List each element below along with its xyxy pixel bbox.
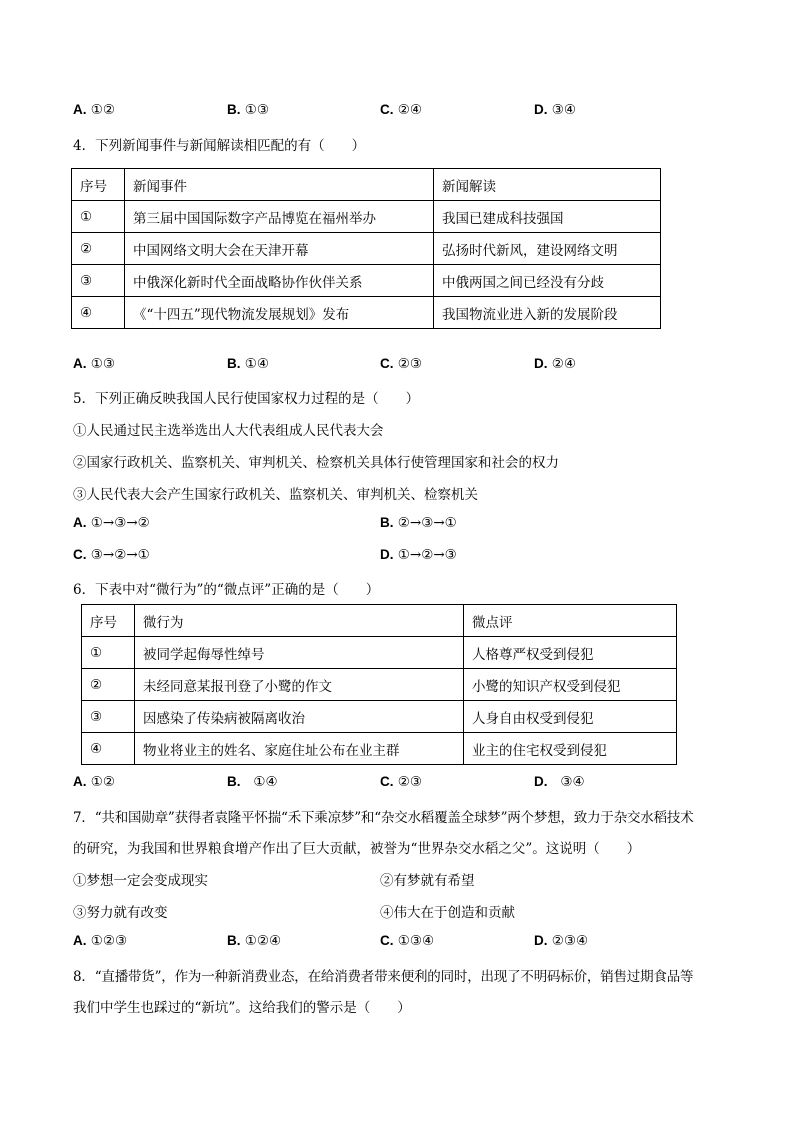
option-label: C. — [380, 933, 394, 948]
table-cell: 弘扬时代新风，建设网络文明 — [434, 233, 661, 265]
option-label: D. — [534, 102, 548, 117]
table-header-cell: 新闻事件 — [125, 169, 434, 201]
q5-stem: 5．下列正确反映我国人民行使国家权力过程的是（ ） — [73, 391, 420, 407]
option-text: ①②③ — [90, 933, 128, 949]
table-cell: 《“十四五”现代物流发展规划》发布 — [125, 297, 434, 329]
option-label: A. — [73, 356, 87, 371]
q5-statement: ①人民通过民主选举选出人大代表组成人民代表大会 — [73, 423, 384, 439]
table-header-cell: 微行为 — [135, 605, 464, 637]
option-label: D. — [380, 547, 394, 562]
option-label: A. — [73, 515, 87, 530]
option-label: B. — [227, 933, 241, 948]
option-text: ①④ — [244, 356, 270, 372]
q7-option-c — [380, 933, 434, 949]
q8-stem-line1: 8．“直播带货”，作为一种新消费业态，在给消费者带来便利的同时，出现了不明码标价，销售过期食品等 — [73, 969, 694, 985]
option-text: ①②④ — [244, 933, 282, 949]
option-text: ③→②→① — [90, 547, 150, 563]
q7-stem-line1: 7．“共和国勋章”获得者袁隆平怀揣“禾下乘凉梦”和“杂交水稻覆盖全球梦”两个梦想，致力于杂交水稻技术 — [73, 810, 694, 826]
option-text: ①② — [90, 774, 116, 790]
table-row — [82, 637, 677, 669]
table-row — [72, 201, 661, 233]
q5-statement: ②国家行政机关、监察机关、审判机关、检察机关具体行使管理国家和社会的权力 — [73, 455, 559, 471]
option-text: ①③④ — [397, 933, 435, 949]
option-text: ③④ — [551, 102, 577, 118]
option-label: C. — [380, 356, 394, 371]
table-header-cell: 序号 — [82, 605, 135, 637]
table-header-row — [72, 169, 661, 201]
q6-option-a — [73, 774, 115, 790]
q3-option-b — [227, 102, 269, 118]
option-text: ②④ — [397, 102, 423, 118]
option-text: ②→③→① — [397, 515, 457, 531]
option-text: ①→②→③ — [397, 547, 457, 563]
q7-statement: ④伟大在于创造和贡献 — [380, 905, 515, 921]
table-cell: 业主的住宅权受到侵犯 — [464, 733, 677, 765]
option-label: B. — [227, 774, 241, 789]
q4-news-table — [71, 168, 661, 329]
q7-statement: ①梦想一定会变成现实 — [73, 873, 208, 889]
table-cell: 第三届中国国际数字产品博览在福州举办 — [125, 201, 434, 233]
option-label: C. — [380, 102, 394, 117]
option-label: A. — [73, 933, 87, 948]
option-text: ①→③→② — [90, 515, 150, 531]
q6-stem: 6．下表中对“微行为”的“微点评”正确的是（ ） — [73, 582, 380, 598]
q6-behavior-table — [81, 604, 677, 765]
option-label: C. — [73, 547, 87, 562]
table-cell: 被同学起侮辱性绰号 — [135, 637, 464, 669]
q8-stem-line2: 我们中学生也踩过的“新坑”。这给我们的警示是（ ） — [73, 1000, 411, 1016]
table-cell: ③ — [72, 265, 125, 297]
q3-option-d — [534, 102, 576, 118]
table-header-cell: 微点评 — [464, 605, 677, 637]
table-row — [72, 265, 661, 297]
table-cell: 人身自由权受到侵犯 — [464, 701, 677, 733]
table-header-cell: 新闻解读 — [434, 169, 661, 201]
table-row — [72, 233, 661, 265]
option-label: A. — [73, 102, 87, 117]
option-text: ①③ — [90, 356, 116, 372]
q7-statement: ③努力就有改变 — [73, 905, 168, 921]
q4-option-a — [73, 356, 115, 372]
option-label: D. — [534, 356, 548, 371]
option-text: ②④ — [551, 356, 577, 372]
table-cell: ② — [72, 233, 125, 265]
table-header-row — [82, 605, 677, 637]
table-cell: ④ — [72, 297, 125, 329]
table-cell: ④ — [82, 733, 135, 765]
q7-option-d — [534, 933, 588, 949]
option-text: ②③④ — [551, 933, 589, 949]
table-cell: 中俄深化新时代全面战略协作伙伴关系 — [125, 265, 434, 297]
q4-option-b — [227, 356, 269, 372]
q5-option-c — [73, 547, 150, 563]
q5-option-b — [380, 515, 457, 531]
q6-option-b — [227, 774, 278, 790]
table-cell: 未经同意某报刊登了小鹭的作文 — [135, 669, 464, 701]
option-text: ②③ — [397, 774, 423, 790]
table-header-cell: 序号 — [72, 169, 125, 201]
q7-statement: ②有梦就有希望 — [380, 873, 475, 889]
table-cell: ③ — [82, 701, 135, 733]
option-text: ①④ — [253, 774, 278, 790]
option-label: B. — [227, 356, 241, 371]
table-row — [82, 733, 677, 765]
q5-statement: ③人民代表大会产生国家行政机关、监察机关、审判机关、检察机关 — [73, 487, 478, 503]
option-text: ①② — [90, 102, 116, 118]
option-label: D. — [534, 933, 548, 948]
option-label: B. — [227, 102, 241, 117]
q4-stem: 4．下列新闻事件与新闻解读相匹配的有（ ） — [73, 138, 366, 154]
q5-option-a — [73, 515, 150, 531]
table-row — [82, 701, 677, 733]
option-text: ③④ — [560, 774, 585, 790]
table-cell: ① — [72, 201, 125, 233]
table-cell: 中国网络文明大会在天津开幕 — [125, 233, 434, 265]
table-row — [72, 297, 661, 329]
table-cell: 因感染了传染病被隔离收治 — [135, 701, 464, 733]
option-label: B. — [380, 515, 394, 530]
q6-option-d — [534, 774, 585, 790]
q7-option-b — [227, 933, 281, 949]
table-cell: 人格尊严权受到侵犯 — [464, 637, 677, 669]
q7-option-a — [73, 933, 127, 949]
table-cell: ① — [82, 637, 135, 669]
option-text: ②③ — [397, 356, 423, 372]
option-label: C. — [380, 774, 394, 789]
q4-option-c — [380, 356, 422, 372]
table-cell: 物业将业主的姓名、家庭住址公布在业主群 — [135, 733, 464, 765]
q6-option-c — [380, 774, 422, 790]
table-cell: 小鹭的知识产权受到侵犯 — [464, 669, 677, 701]
table-cell: ② — [82, 669, 135, 701]
option-label: D. — [534, 774, 548, 789]
table-cell: 我国物流业进入新的发展阶段 — [434, 297, 661, 329]
table-cell: 中俄两国之间已经没有分歧 — [434, 265, 661, 297]
q4-option-d — [534, 356, 576, 372]
q5-option-d — [380, 547, 457, 563]
q3-option-c — [380, 102, 422, 118]
option-text: ①③ — [244, 102, 270, 118]
option-label: A. — [73, 774, 87, 789]
table-cell: 我国已建成科技强国 — [434, 201, 661, 233]
table-row — [82, 669, 677, 701]
q7-stem-line2: 的研究，为我国和世界粮食增产作出了巨大贡献，被誉为“世界杂交水稻之父”。这说明（ ） — [73, 841, 641, 857]
q3-option-a — [73, 102, 115, 118]
